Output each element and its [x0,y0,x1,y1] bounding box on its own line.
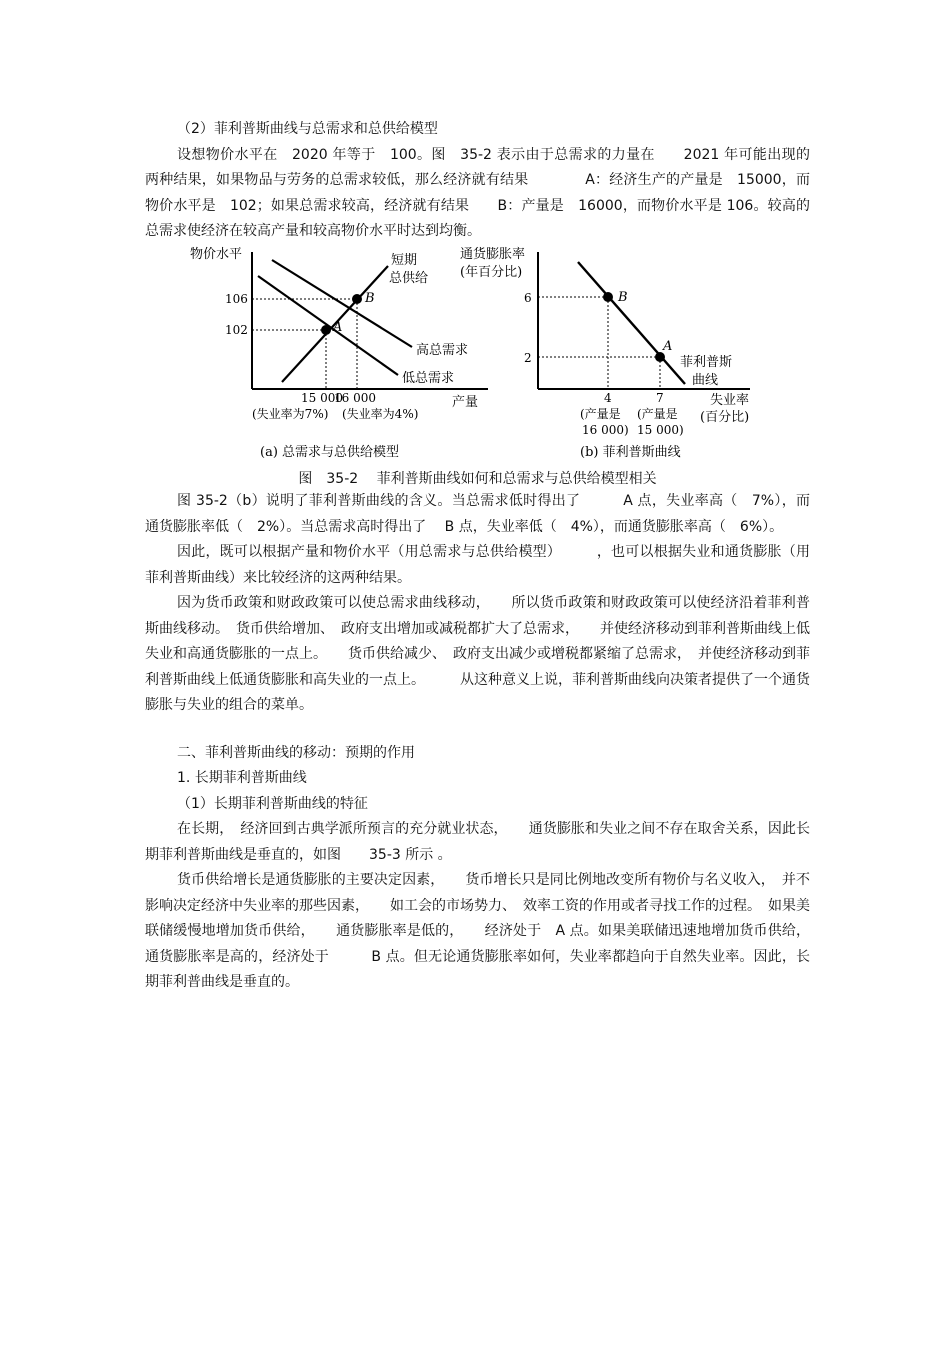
point-a-left [321,325,331,335]
right-y-label-1: 通货膨胀率 [460,247,526,262]
label-b-right: B [618,290,628,305]
label-b-left: B [365,291,375,306]
label-high-demand: 高总需求 [416,343,469,358]
note-output-15000-2: 15 000) [637,423,684,437]
point-b-left [352,294,362,304]
note-output-16000-1: (产量是 [580,407,621,421]
note-output-16000-2: 16 000) [582,423,629,437]
subheading-features: （1）长期菲利普斯曲线的特征 [177,795,368,812]
subheading-long-run: 1. 长期菲利普斯曲线 [177,770,307,786]
tick-102: 102 [225,323,248,337]
tick-106: 106 [225,292,248,306]
tick-4: 4 [604,391,612,405]
tick-7: 7 [656,391,664,405]
point-b-right [603,292,613,302]
left-y-label: 物价水平 [190,247,243,262]
paragraph-explain-b: 图 35-2（b）说明了菲利普斯曲线的含义。当总需求低时得出了 A 点，失业率高（ 7%），而通货膨胀率低（ 2%）。当总需求高时得出了 B 点，失业率低（ 4%），而通货膨胀率高（ 6%）。 [145,493,810,535]
tick-15000: 15 000 [301,391,343,405]
section-heading-shift: 二、菲利普斯曲线的移动：预期的作用 [177,744,415,761]
right-x-label-1: 失业率 [710,393,750,408]
right-y-label-2: (年百分比) [460,265,523,280]
note-unemp-4: (失业率为4%) [342,407,419,421]
label-phillips-2: 曲线 [692,373,719,388]
spacer [145,719,810,741]
panel-caption-a: (a) 总需求与总供给模型 [260,445,400,460]
text-block-top [145,117,810,245]
label-supply-1: 短期 [391,253,418,268]
paragraph-compare: 因此，既可以根据产量和物价水平（用总需求与总供给模型） ，也可以根据失业和通货膨胀（用菲利普斯曲线）来比较经济的这两种结果。 [145,544,810,586]
paragraph-policy: 因为货币政策和财政政策可以使总需求曲线移动， 所以货币政策和财政政策可以使经济沿着菲利普斯曲线移动。 货币供给增加、 政府支出增加或减税都扩大了总需求， 并使经济移动到菲利普斯曲线上低失业和高通货膨胀的一点上。 货币供给减少、 政府支出减少或增税都紧缩了总需求， 并使经济移动到菲利普斯曲线上低通货膨胀和高失业的一点上。 从这种意义上说，菲利普斯曲线向决策者提供了一个通货膨胀与失业的组合的菜单。 [145,595,810,713]
tick-16000: 16 000 [334,391,376,405]
paragraph-intro: 设想物价水平在 2020 年等于 100。图 35-2 表示由于总需求的力量在 2021 年可能出现的两种结果，如果物品与劳务的总需求较低，那么经济就有结果 A：经济生产的产量是 15000，而物价水平是 102；如果总需求较高，经济就有结果 B：产量是 16000，而物价水平是 106。较高的总需求使经济在较高产量和较高物价水平时达到均衡。 [145,146,810,239]
figure-svg [190,244,760,466]
label-supply-2: 总供给 [389,271,429,286]
paragraph-money-growth: 货币供给增长是通货膨胀的主要决定因素， 货币增长只是同比例地改变所有物价与名义收入， 并不影响决定经济中失业率的那些因素， 如工会的市场势力、 效率工资的作用或者寻找工作的过程。 如果美联储缓慢地增加货币供给， 通货膨胀率是低的， 经济处于 A 点。如果美联储迅速地增加货币供给，通货膨胀率是高的，经济处于 B 点。但无论通货膨胀率如何，失业率都趋向于自然失业率。因此，长期菲利普曲线是垂直的。 [145,872,810,990]
phillips-curve [578,262,685,384]
note-output-15000-1: (产量是 [637,407,678,421]
left-x-label: 产量 [452,395,479,410]
section-heading-ad-as: （2）菲利普斯曲线与总需求和总供给模型 [177,121,438,137]
label-a-left: A [333,320,343,335]
panel-phillips [460,246,750,460]
label-low-demand: 低总需求 [402,371,455,386]
text-block-bottom [145,489,810,996]
panel-caption-b: (b) 菲利普斯曲线 [580,445,681,460]
figure-35-2 [190,244,760,466]
figure-caption: 图 35-2 菲利普斯曲线如何和总需求与总供给模型相关 [298,471,657,487]
label-a-right: A [663,339,673,354]
tick-6: 6 [524,291,532,305]
right-x-label-2: (百分比) [700,410,750,425]
paragraph-long-run: 在长期， 经济回到古典学派所预言的充分就业状态， 通货膨胀和失业之间不存在取舍关系，因此长期菲利普斯曲线是垂直的，如图 35-3 所示 。 [145,821,810,863]
label-phillips-1: 菲利普斯 [680,355,733,370]
panel-ad-as [190,246,488,460]
note-unemp-7: (失业率为7%) [252,407,329,421]
tick-2: 2 [524,351,532,365]
